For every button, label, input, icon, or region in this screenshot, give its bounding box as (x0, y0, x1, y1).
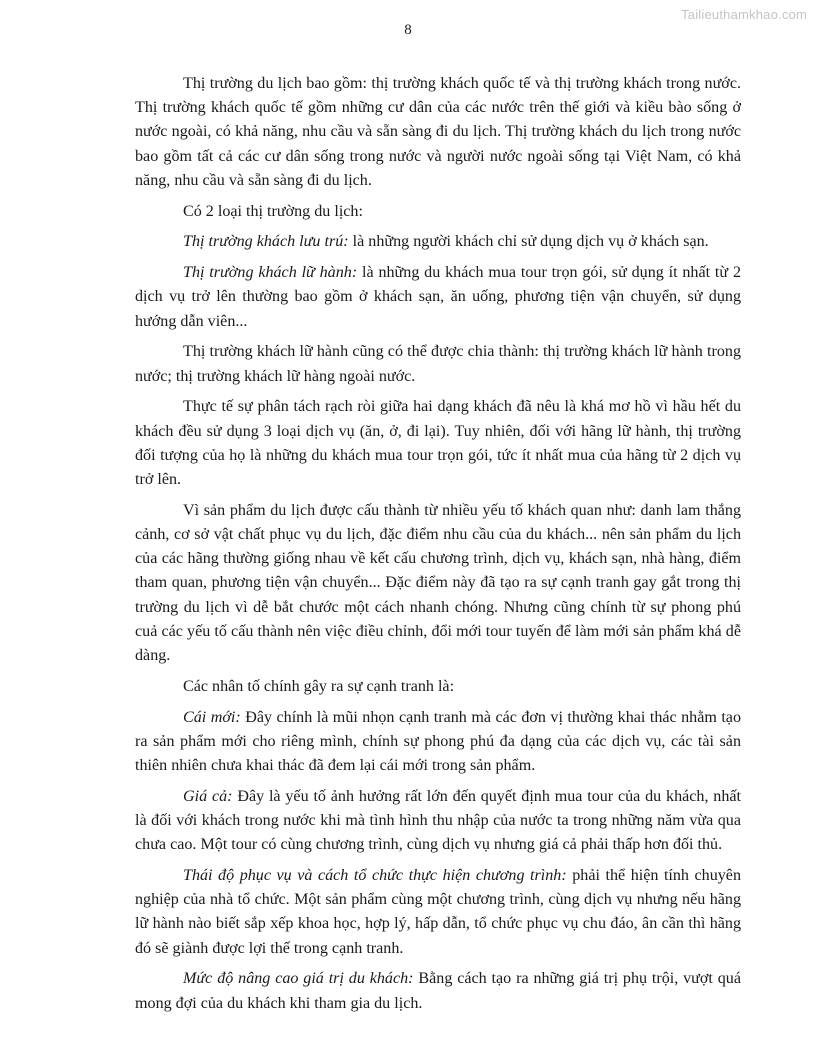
paragraph-7 (135, 499, 741, 668)
paragraph-5 (135, 340, 741, 388)
paragraph-3-lead: Thị trường khách lưu trú: (183, 233, 349, 251)
paragraph-7-text: Vì sản phẩm du lịch được cấu thành từ nhiều yếu tố khách quan như: danh lam thắng cảnh, cơ sở vật chất phục vụ du lịch, đặc điểm nhu cầu của du khách... nên sản phẩm du lịch của các hãng thường giống nhau về kết cấu chương trình, dịch vụ, khách sạn, nhà hàng, điểm tham quan, phương tiện vận chuyển... Đặc điểm này đã tạo ra sự cạnh tranh gay gắt trong thị trường du lịch vì dễ bắt chước một cách nhanh chóng. Nhưng cũng chính từ sự phong phú cuả các yếu tố cấu thành nên việc điều chỉnh, đổi mới tour tuyến để làm mới sản phẩm khá dễ dàng. (135, 501, 741, 665)
paragraph-8 (135, 675, 741, 699)
paragraph-11-lead: Thái độ phục vụ và cách tổ chức thực hiện chương trình: (183, 867, 567, 885)
paragraph-12-lead: Mức độ nâng cao giá trị du khách: (183, 970, 414, 988)
paragraph-9-text: Đây chính là mũi nhọn cạnh tranh mà các đơn vị thường khai thác nhằm tạo ra sản phẩm mới cho riêng mình, chính sự phong phú đa dạng của các dịch vụ, các tài sản thiên nhiên chưa khai thác đã đem lại cái mới trong sản phẩm. (135, 708, 741, 775)
document-body (135, 72, 741, 1022)
paragraph-2-text: Có 2 loại thị trường du lịch: (183, 202, 363, 220)
paragraph-10-lead: Giá cả: (183, 787, 233, 805)
paragraph-11 (135, 864, 741, 961)
paragraph-1-text: Thị trường du lịch bao gồm: thị trường khách quốc tế và thị trường khách trong nước. Thị trường khách quốc tế gồm những cư dân của các nước trên thế giới và kiều bào sống ở nước ngoài, có khả năng, nhu cầu và sẵn sàng đi du lịch. Thị trường khách du lịch trong nước bao gồm tất cả các cư dân sống trong nước và người nước ngoài sống tại Việt Nam, có khả năng, nhu cầu và sẵn sàng đi du lịch. (135, 75, 741, 189)
paragraph-12-text: Bằng cách tạo ra những giá trị phụ trội, vượt quá mong đợi của du khách khi tham gia du lịch. (135, 970, 741, 1012)
paragraph-4 (135, 261, 741, 334)
watermark: Tailieuthamkhao.com (681, 7, 807, 22)
paragraph-1 (135, 72, 741, 193)
paragraph-4-lead: Thị trường khách lữ hành: (183, 264, 358, 282)
paragraph-10-text: Đây là yếu tố ảnh hưởng rất lớn đến quyết định mua tour của du khách, nhất là đối với khách trong nước khi mà tình hình thu nhập của nước ta trong những năm vừa qua chưa cao. Một tour có cùng chương trình, cùng dịch vụ nhưng giá cả phải thấp hơn đối thủ. (135, 787, 741, 854)
paragraph-5-text: Thị trường khách lữ hành cũng có thể được chia thành: thị trường khách lữ hành trong nước; thị trường khách lữ hàng ngoài nước. (135, 343, 741, 385)
paragraph-9 (135, 706, 741, 779)
paragraph-3 (135, 230, 741, 254)
paragraph-4-text: là những du khách mua tour trọn gói, sử dụng ít nhất từ 2 dịch vụ trở lên thường bao gồm ở khách sạn, ăn uống, phương tiện vận chuyển, sử dụng hướng dẫn viên... (135, 264, 741, 330)
paragraph-10 (135, 785, 741, 858)
page-number: 8 (404, 22, 412, 38)
paragraph-9-lead: Cái mới: (183, 708, 241, 726)
paragraph-12 (135, 967, 741, 1015)
paragraph-3-text: là những người khách chỉ sử dụng dịch vụ ở khách sạn. (348, 233, 709, 251)
paragraph-2 (135, 200, 741, 224)
paragraph-6 (135, 395, 741, 492)
paragraph-11-text: phải thể hiện tính chuyên nghiệp của nhà tổ chức. Một sản phẩm cùng một chương trình, cùng dịch vụ nhưng nếu hãng lữ hành nào biết sắp xếp khoa học, hợp lý, hấp dẫn, tổ chức phục vụ chu đáo, ân cần thì hãng đó sẽ giành được lợi thế trong cạnh tranh. (135, 867, 741, 957)
paragraph-8-text: Các nhân tố chính gây ra sự cạnh tranh là: (183, 677, 455, 695)
paragraph-6-text: Thực tế sự phân tách rạch ròi giữa hai dạng khách đã nêu là khá mơ hồ vì hầu hết du khách đều sử dụng 3 loại dịch vụ (ăn, ở, đi lại). Tuy nhiên, đối với hãng lữ hành, thị trường đối tượng của họ là những du khách mua tour trọn gói, tức ít nhất mua của hãng từ 2 dịch vụ trở lên. (135, 398, 741, 489)
